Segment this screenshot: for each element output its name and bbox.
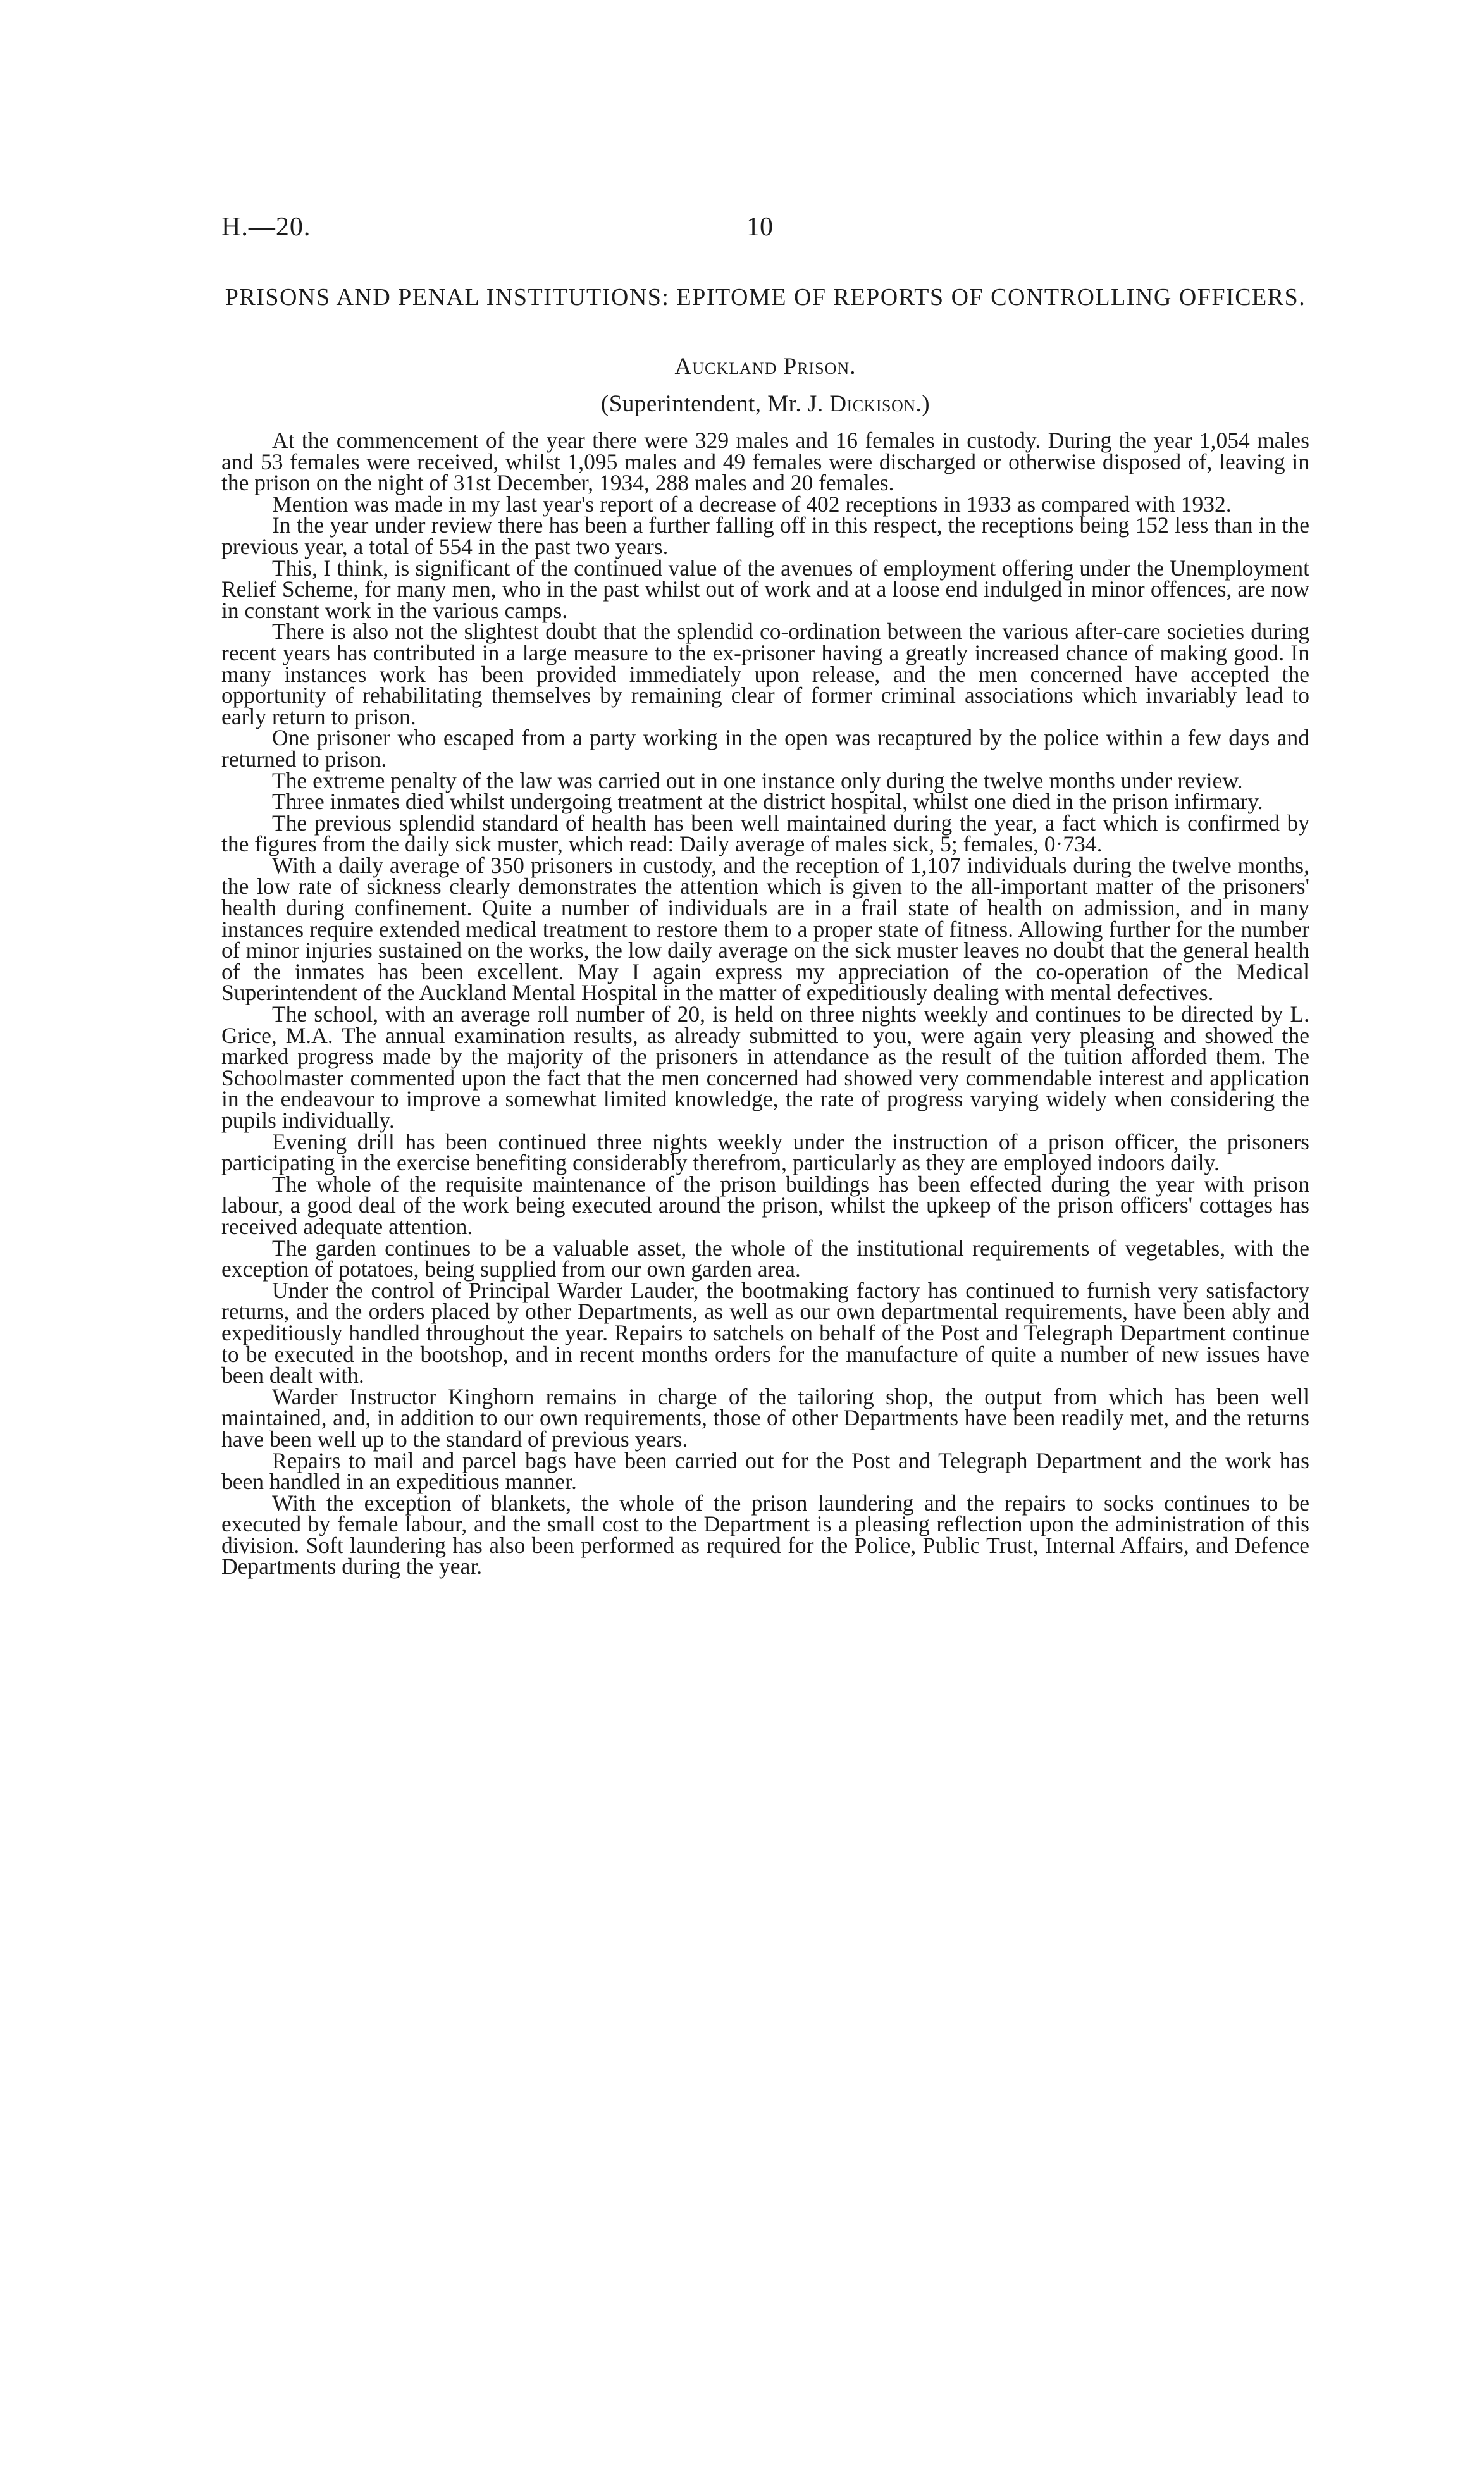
paragraph-after-care: There is also not the slightest doubt that the splendid co-ordination between the various after-care societies during recent years has contributed in a large measure to the ex-prisoner having a greatly increased chance of making good. In many instances work has been provided immediately upon release, and the men concerned have accepted the opportunity of rehabilitating themselves by remaining clear of former criminal associations which invariably lead to early return to prison. <box>221 619 1309 729</box>
paragraph-evening-drill: Evening drill has been continued three nights weekly under the instruction of a prison officer, the prisoners participating in the exercise benefiting considerably therefrom, particularly as they are employed indoors daily. <box>221 1128 1309 1176</box>
paragraph-garden: The garden continues to be a valuable asset, the whole of the institutional requirements of vegetables, with the exception of potatoes, being supplied from our own garden area. <box>221 1235 1309 1282</box>
paragraph-maintenance: The whole of the requisite maintenance of the prison buildings has been effected during the year with prison labour, a good deal of the work being executed around the prison, whilst the upkeep of the prison officers' cottages has received adequate attention. <box>221 1171 1309 1239</box>
paragraph-escape: One prisoner who escaped from a party working in the open was recaptured by the police within a few days and returned to prison. <box>221 725 1309 772</box>
paragraph-extreme-penalty: The extreme penalty of the law was carried out in one instance only during the twelve months under review. <box>272 767 1243 793</box>
paragraph-school: The school, with an average roll number of 20, is held on three nights weekly and continues to be directed by L. Grice, M.A. The annual examination results, as already submitted to you, were again very pleasing and showed the marked progress made by the majority of the prisoners in attendance as the result of the tuition afforded them. The Schoolmaster commented upon the fact that the men concerned had showed very commendable interest and application in the endeavour to improve a somewhat limited knowledge, the rate of progress varying widely when considering the pupils individually. <box>221 1001 1309 1133</box>
paragraph-health-standard: The previous splendid standard of health has been well maintained during the year, a fact which is confirmed by the figures from the daily sick muster, which read: Daily average of males sick, 5; females, 0·734. <box>221 810 1309 857</box>
subheading-suffix: .) <box>915 391 931 417</box>
paragraph-daily-average: With a daily average of 350 prisoners in custody, and the reception of 1,107 individuals during the twelve months, the low rate of sickness clearly demonstrates the attention which is given to the all-important matter of the prisoners' health during confinement. Quite a number of individuals are in a frail state of health on admission, and in many instances require extended medical treatment to restore them to a proper state of fitness. Allowing further for the number of minor injuries sustained on the works, the low daily average on the sick muster leaves no doubt that the general health of the inmates has been excellent. May I again express my appreciation of the co-operation of the Medical Superintendent of the Auckland Mental Hospital in the matter of expeditiously dealing with mental defectives. <box>221 852 1309 1006</box>
page-number: 10 <box>746 213 773 242</box>
paragraph-receptions-falling: In the year under review there has been a further falling off in this respect, the receptions being 152 less than in the previous year, a total of 554 in the past two years. <box>221 512 1309 559</box>
main-title: PRISONS AND PENAL INSTITUTIONS: EPITOME OF REPORTS OF CONTROLLING OFFICERS. <box>225 284 1306 311</box>
paragraph-deaths: Three inmates died whilst undergoing treatment at the district hospital, whilst one died in the prison infirmary. <box>272 789 1263 815</box>
page-reference: H.—20. <box>221 213 311 242</box>
paragraph-tailoring: Warder Instructor Kinghorn remains in charge of the tailoring shop, the output from which has been well maintained, and, in addition to our own requirements, those of other Departments have been readily met, and the returns have been well up to the standard of previous years. <box>221 1383 1309 1452</box>
subheading-prefix: (Superintendent, Mr. J. <box>600 391 830 417</box>
paragraph-laundering: With the exception of blankets, the whole of the prison laundering and the repairs to socks continues to be executed by female labour, and the small cost to the Department is a pleasing reflection upon the administration of this division. Soft laundering has also been performed as required for the Police, Public Trust, Internal Affairs, and Defence Departments during the year. <box>221 1490 1309 1580</box>
section-subheading <box>221 390 1309 417</box>
paragraph-custody-figures: At the commencement of the year there were 329 males and 16 females in custody. During the year 1,054 males and 53 females were received, whilst 1,095 males and 49 females were discharged or otherwise disposed of, leaving in the prison on the night of 31st December, 1934, 288 males and 20 females. <box>221 428 1309 496</box>
section-heading: Auckland Prison. <box>674 354 856 380</box>
paragraph-mail-bags: Repairs to mail and parcel bags have been carried out for the Post and Telegraph Department and the work has been handled in an expeditious manner. <box>221 1447 1309 1495</box>
page-header <box>221 212 1309 250</box>
paragraph-bootmaking: Under the control of Principal Warder Lauder, the bootmaking factory has continued to furnish very satisfactory returns, and the orders placed by other Departments, as well as our own departmental requirements, have been ably and expeditiously handled throughout the year. Repairs to satchels on behalf of the Post and Telegraph Department continue to be executed in the bootshop, and in recent months orders for the manufacture of quite a number of new issues have been dealt with. <box>221 1277 1309 1388</box>
paragraph-unemployment-relief: This, I think, is significant of the continued value of the avenues of employment offering under the Unemployment Relief Scheme, for many men, who in the past whilst out of work and at a loose end indulged in minor offences, are now in constant work in the various camps. <box>221 555 1309 623</box>
paragraph-decrease-mention: Mention was made in my last year's report of a decrease of 402 receptions in 1933 as compared with 1932. <box>272 491 1232 517</box>
report-body <box>221 430 1309 1578</box>
superintendent-name: Dickison <box>829 391 916 417</box>
